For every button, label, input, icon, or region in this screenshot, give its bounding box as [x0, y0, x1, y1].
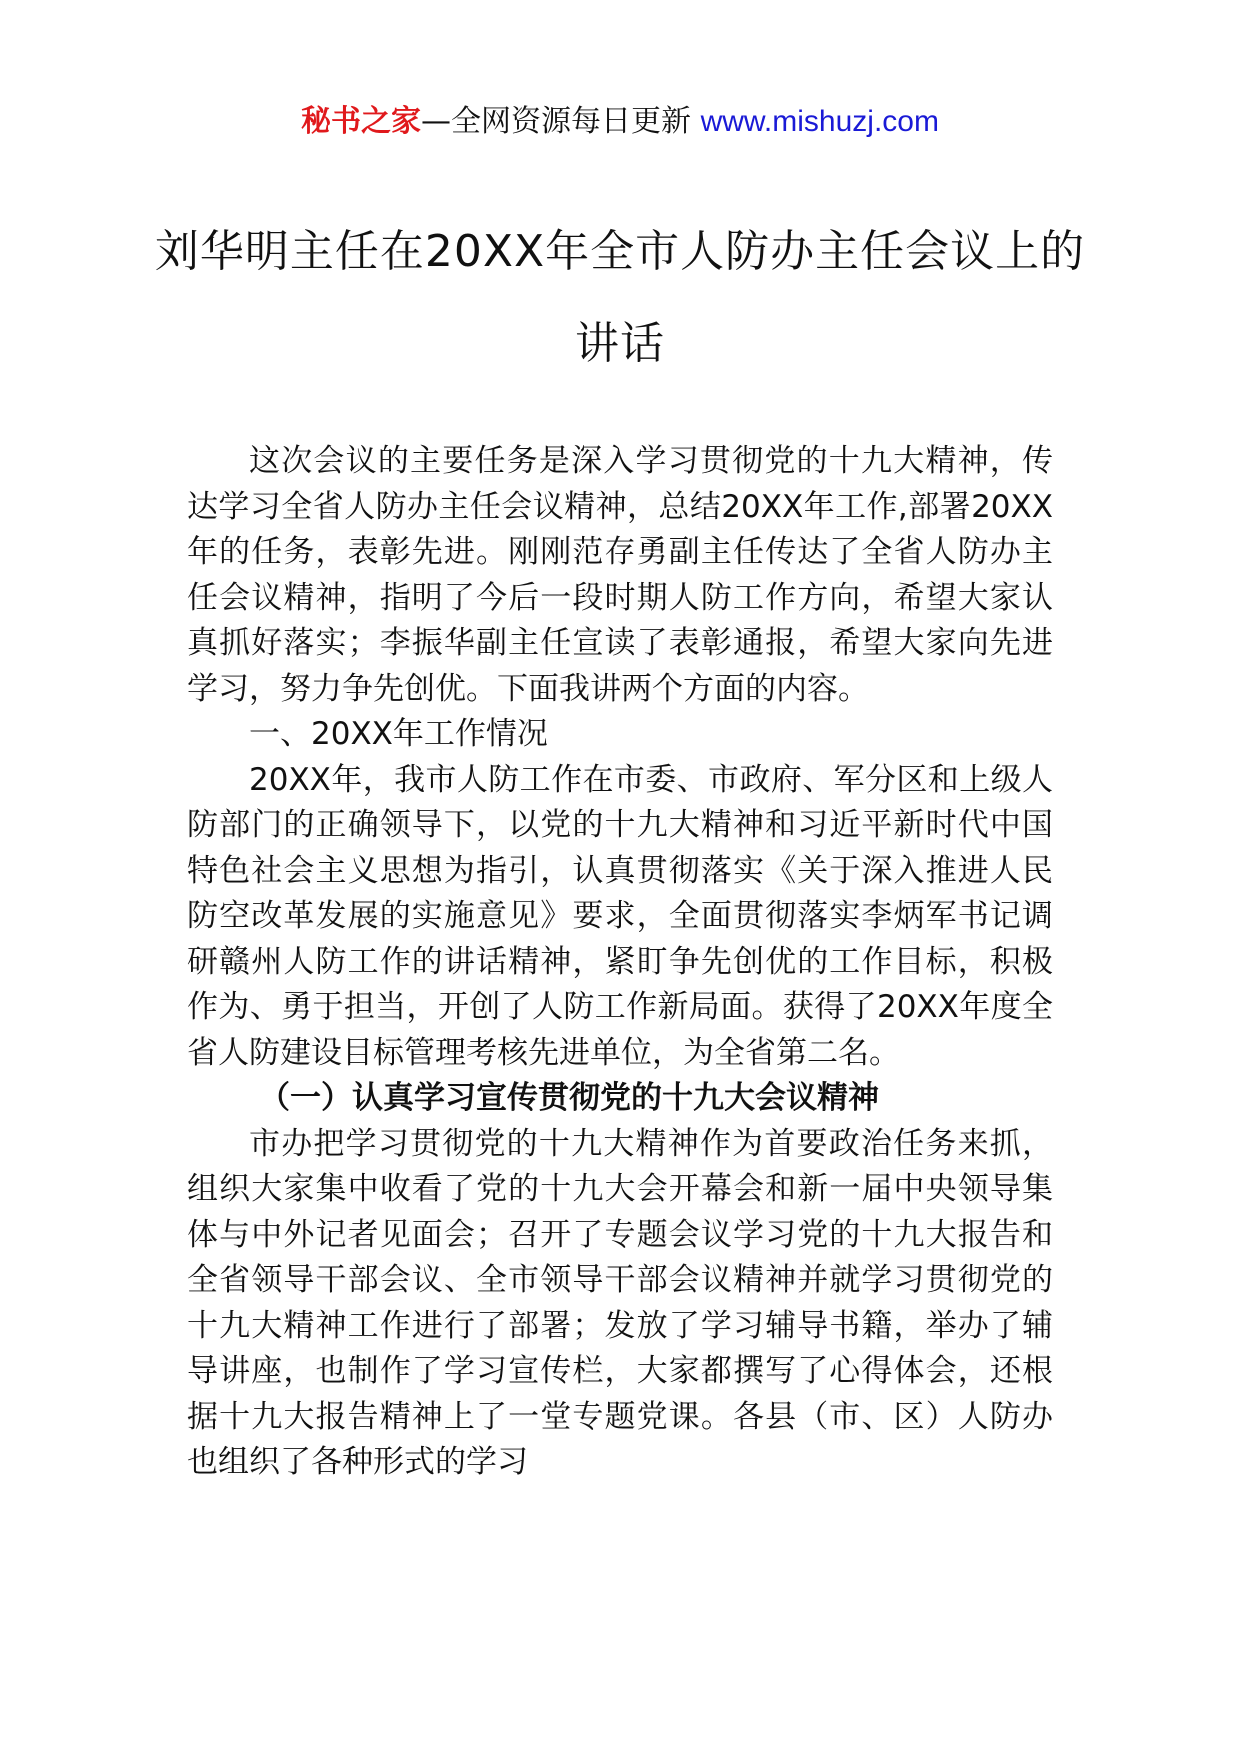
site-brand: 秘书之家 [301, 104, 422, 139]
subsection-heading-1: （一）认真学习宣传贯彻党的十九大会议精神 [259, 1080, 879, 1116]
intro-paragraph: 这次会议的主要任务是深入学习贯彻党的十九大精神，传达学习全省人防办主任会议精神，总结20XX年工作,部署20XX年的任务，表彰先进。刚刚范存勇副主任传达了全省人防办主任会议精神，指明了今后一段时期人防工作方向，希望大家认真抓好落实；李振华副主任宣读了表彰通报，希望大家向先进学习，努力争先创优。下面我讲两个方面的内容。 [187, 443, 1053, 707]
section-1-paragraph: 20XX年，我市人防工作在市委、市政府、军分区和上级人防部门的正确领导下，以党的十九大精神和习近平新时代中国特色社会主义思想为指引，认真贯彻落实《关于深入推进人民防空改革发展的实施意见》要求，全面贯彻落实李炳军书记调研赣州人防工作的讲话精神，紧盯争先创优的工作目标，积极作为、勇于担当，开创了人防工作新局面。获得了20XX年度全省人防建设目标管理考核先进单位，为全省第二名。 [187, 761, 1053, 1071]
document-title: 刘华明主任在20XX年全市人防办主任会议上的讲话 [154, 226, 1086, 369]
subsection-1-paragraph: 市办把学习贯彻党的十九大精神作为首要政治任务来抓，组织大家集中收看了党的十九大会开幕会和新一届中央领导集体与中外记者见面会；召开了专题会议学习党的十九大报告和全省领导干部会议、全市领导干部会议精神并就学习贯彻党的十九大精神工作进行了部署；发放了学习辅导书籍，举办了辅导讲座，也制作了学习宣传栏，大家都撰写了心得体会，还根据十九大报告精神上了一堂专题党课。各县（市、区）人防办也组织了各种形式的学习 [187, 1125, 1053, 1480]
site-header [0, 100, 1240, 144]
site-url-link[interactable]: www.mishuzj.com [700, 105, 939, 138]
site-slogan: —全网资源每日更新 [421, 104, 701, 139]
section-heading-1: 一、20XX年工作情况 [249, 716, 548, 752]
document-body [187, 439, 1053, 1486]
